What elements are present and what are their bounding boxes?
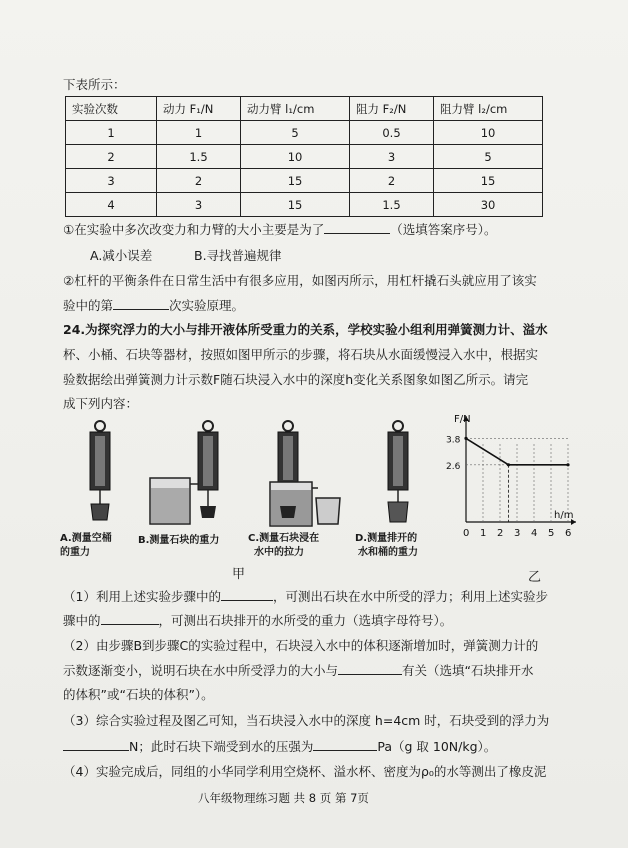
question-1-text: ①在实验中多次改变力和力臂的大小主要是为了 bbox=[63, 222, 325, 237]
table-header-cell: 动力臂 l₁/cm bbox=[241, 97, 350, 121]
chart-x-tick-label: 2 bbox=[497, 528, 504, 539]
table-cell: 30 bbox=[434, 193, 543, 217]
chart-x-tick-label: 5 bbox=[548, 528, 555, 539]
answer-blank[interactable] bbox=[63, 738, 129, 751]
answer-blank[interactable] bbox=[113, 297, 169, 310]
q24-2-line1: （2）由步骤B到步骤C的实验过程中，石块浸入水中的体积逐渐增加时，弹簧测力计的 bbox=[63, 638, 539, 653]
figure-d-spring-scale bbox=[378, 418, 418, 528]
option-b: B.寻找普遍规律 bbox=[194, 248, 282, 263]
chart-x-tick-label: 1 bbox=[480, 528, 487, 539]
chart-f-vs-h bbox=[436, 410, 576, 550]
table-cell: 3 bbox=[66, 169, 157, 193]
q24-1-suffix: ，可测出石块在水中所受的浮力；利用上述实验步 bbox=[272, 589, 548, 604]
table-row bbox=[66, 193, 543, 217]
chart-y-tick-label: 2.6 bbox=[446, 461, 461, 472]
figure-c-spring-scale bbox=[268, 418, 348, 528]
table-cell: 2 bbox=[349, 169, 433, 193]
caption-b: B.测量石块的重力 bbox=[138, 535, 220, 546]
caption-c-line1: C.测量石块浸在 bbox=[248, 533, 320, 544]
chart-x-tick-label: 3 bbox=[514, 528, 521, 539]
page-footer: 八年级物理练习题 共 8 页 第 7页 bbox=[198, 791, 369, 805]
problem-24-line3: 验数据绘出弹簧测力计示数F随石块浸入水中的深度h变化关系图象如图乙所示。请完 bbox=[63, 372, 529, 387]
chart-x-tick-label: 4 bbox=[531, 528, 538, 539]
chart-y-axis-label: F/N bbox=[454, 414, 471, 425]
table-cell: 2 bbox=[157, 169, 241, 193]
lever-data-table bbox=[65, 96, 543, 217]
q24-1-suffix2: ，可测出石块排开的水所受的重力（选填字母符号）。 bbox=[158, 613, 453, 628]
table-cell: 15 bbox=[434, 169, 543, 193]
caption-d-line1: D.测量排开的 bbox=[355, 533, 418, 544]
question-2-text: 验中的第 bbox=[63, 298, 114, 313]
answer-blank[interactable] bbox=[313, 738, 377, 751]
table-header-row bbox=[66, 97, 543, 121]
table-cell: 4 bbox=[66, 193, 157, 217]
caption-c-line2: 水中的拉力 bbox=[254, 547, 304, 558]
table-cell: 15 bbox=[241, 193, 350, 217]
q24-3-text: N；此时石块下端受到水的压强为 bbox=[129, 739, 314, 754]
figure-label-jia: 甲 bbox=[232, 567, 246, 582]
table-cell: 3 bbox=[349, 145, 433, 169]
q24-3-suffix: Pa（g 取 10N/kg）。 bbox=[377, 739, 497, 754]
q24-1-text2: 骤中的 bbox=[63, 613, 101, 628]
chart-y-tick-label: 3.8 bbox=[446, 435, 461, 446]
chart-x-tick-label: 0 bbox=[463, 528, 470, 539]
table-cell: 1.5 bbox=[349, 193, 433, 217]
question-2-suffix: 次实验原理。 bbox=[169, 298, 245, 313]
intro-text: 下表所示： bbox=[63, 77, 126, 92]
question-2-line1: ②杠杆的平衡条件在日常生活中有很多应用，如图丙所示，用杠杆撬石头就应用了该实 bbox=[63, 273, 537, 288]
table-cell: 1 bbox=[66, 121, 157, 145]
chart-x-axis-label: h/m bbox=[554, 510, 574, 521]
table-cell: 1.5 bbox=[157, 145, 241, 169]
table-cell: 0.5 bbox=[349, 121, 433, 145]
q24-2-line2 bbox=[63, 662, 534, 680]
q24-3-line1: （3）综合实验过程及图乙可知，当石块浸入水中的深度 h=4cm 时，石块受到的浮力为 bbox=[63, 713, 550, 728]
table-cell: 3 bbox=[157, 193, 241, 217]
caption-d-line2: 水和桶的重力 bbox=[358, 547, 418, 558]
table-cell: 2 bbox=[66, 145, 157, 169]
chart-x-tick-label: 6 bbox=[565, 528, 572, 539]
table-cell: 15 bbox=[241, 169, 350, 193]
problem-24-line4: 成下列内容： bbox=[63, 396, 139, 411]
answer-blank[interactable] bbox=[324, 221, 390, 234]
table-row bbox=[66, 169, 543, 193]
table-row bbox=[66, 121, 543, 145]
question-2-line2 bbox=[63, 297, 244, 315]
q24-1-text: （1）利用上述实验步骤中的 bbox=[63, 589, 221, 604]
chart-data-point bbox=[566, 463, 569, 466]
table-header-cell: 阻力臂 l₂/cm bbox=[434, 97, 543, 121]
table-cell: 5 bbox=[434, 145, 543, 169]
table-cell: 5 bbox=[241, 121, 350, 145]
q24-3-line2 bbox=[63, 738, 496, 756]
figure-a-spring-scale bbox=[80, 418, 120, 528]
problem-24-line1: 24.为探究浮力的大小与排开液体所受重力的关系，学校实验小组利用弹簧测力计、溢水 bbox=[63, 322, 548, 337]
table-header-cell: 阻力 F₂/N bbox=[349, 97, 433, 121]
table-cell: 1 bbox=[157, 121, 241, 145]
option-a: A.减小误差 bbox=[90, 248, 153, 263]
figure-label-yi: 乙 bbox=[528, 570, 542, 585]
figure-b-spring-scale bbox=[148, 418, 228, 528]
table-header-cell: 实验次数 bbox=[66, 97, 157, 121]
q24-2-line3: 的体积”或“石块的体积”）。 bbox=[63, 687, 214, 702]
q24-2-suffix: 有关（选填“石块排开水 bbox=[402, 663, 534, 678]
question-1-suffix: （选填答案序号）。 bbox=[390, 222, 497, 237]
answer-blank[interactable] bbox=[338, 662, 402, 675]
chart-data-point bbox=[464, 437, 467, 440]
q24-4-line1: （4）实验完成后，同组的小华同学利用空烧杯、溢水杯、密度为ρ₀的水等测出了橡皮泥 bbox=[63, 764, 547, 779]
q24-1-line2 bbox=[63, 612, 452, 630]
q24-1-line1 bbox=[63, 588, 548, 606]
caption-a-line1: A.测量空桶 bbox=[60, 533, 112, 544]
caption-a-line2: 的重力 bbox=[60, 547, 90, 558]
q24-2-text: 示数逐渐变小，说明石块在水中所受浮力的大小与 bbox=[63, 663, 339, 678]
answer-blank[interactable] bbox=[221, 588, 273, 601]
table-row bbox=[66, 145, 543, 169]
table-header-cell: 动力 F₁/N bbox=[157, 97, 241, 121]
problem-24-line2: 杯、小桶、石块等器材，按照如图甲所示的步骤，将石块从水面缓慢浸入水中，根据实 bbox=[63, 347, 539, 362]
table-cell: 10 bbox=[241, 145, 350, 169]
answer-blank[interactable] bbox=[101, 612, 159, 625]
question-1-line bbox=[63, 221, 496, 239]
table-cell: 10 bbox=[434, 121, 543, 145]
